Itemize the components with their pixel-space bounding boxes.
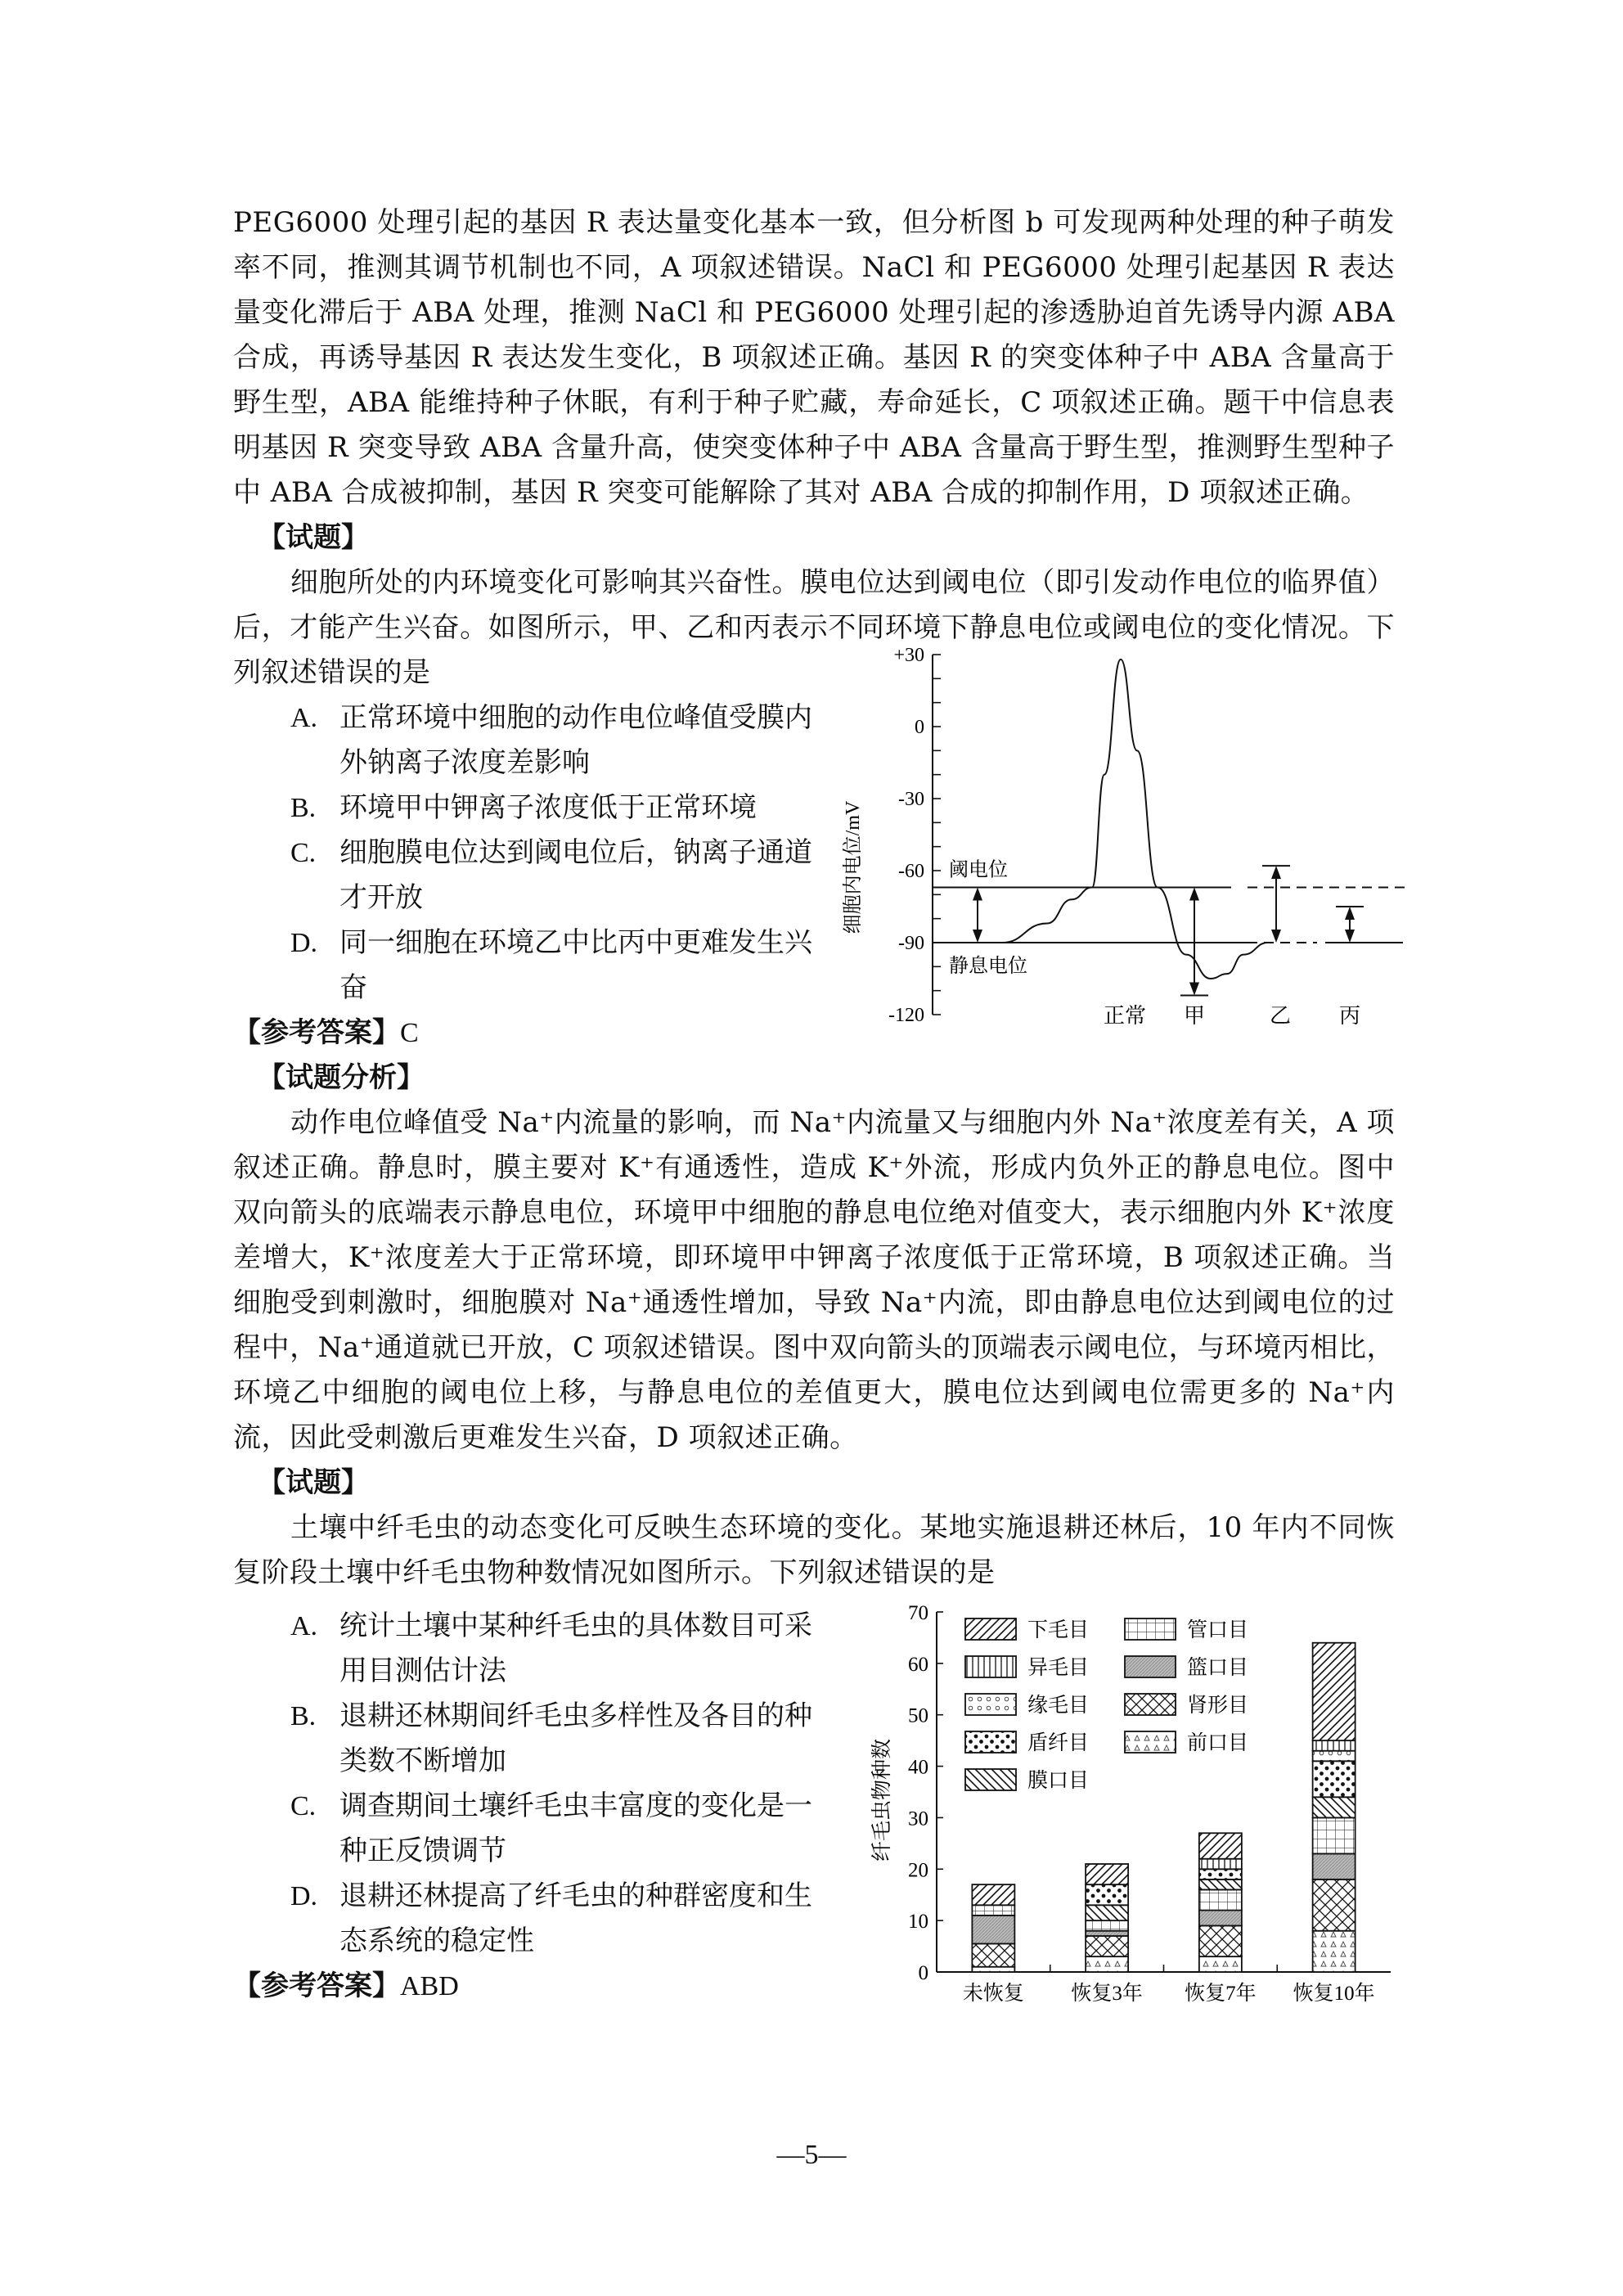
y-axis-label: 纤毛虫物种数: [871, 1738, 893, 1862]
y-tick-label: 10: [908, 1911, 928, 1934]
legend-swatch: [965, 1694, 1016, 1715]
bar-segment: [1313, 1643, 1355, 1740]
question-1-options: [233, 696, 822, 1056]
bar-segment: [1313, 1751, 1355, 1762]
question-2-heading: 【试题】: [258, 1466, 369, 1499]
q1-answer: 【参考答案】C: [233, 1016, 419, 1049]
q2-option-b: B. 退耕还林期间纤毛虫多样性及各目的种类数不断增加: [290, 1699, 812, 1777]
legend-swatch: [1125, 1731, 1176, 1753]
arrow-head-down: [973, 930, 982, 943]
bar-segment: [1086, 1936, 1128, 1956]
arrow-head-up: [1189, 888, 1199, 901]
question-1-heading: 【试题】: [258, 521, 369, 554]
y-tick-label: 60: [908, 1653, 928, 1676]
previous-analysis-paragraph: PEG6000 处理引起的基因 R 表达量变化基本一致，但分析图 b 可发现两种处理的种子萌发率不同，推测其调节机制也不同，A 项叙述错误。NaCl 和 PEG6000 处理引起基因 R 表达量变化滞后于 ABA 处理，推测 NaCl 和 PEG6000 处理引起的渗透胁迫首先诱导内源 ABA 合成，再诱导基因 R 表达发生变化，B 项叙述正确。基因 R 的突变体种子中 ABA 含量高于野生型，ABA 能维持种子休眠，有利于种子贮藏，寿命延长，C 项叙述正确。题干中信息表明基因 R 突变导致 ABA 含量升高，使突变体种子中 ABA 含量高于野生型，推测野生型种子中 ABA 合成被抑制，基因 R 突变可能解除了其对 ABA 合成的抑制作用，D 项叙述正确。: [233, 206, 1395, 509]
arrow-head-down: [1271, 930, 1281, 943]
document-page: [233, 200, 1395, 2009]
q2-answer: 【参考答案】ABD: [233, 1970, 459, 2002]
legend-swatch: [1125, 1656, 1176, 1677]
x-category-label: 丙: [1338, 1004, 1361, 1028]
action-potential-curve: [941, 660, 1268, 979]
bar-segment: [1199, 1859, 1242, 1870]
q1-analysis-heading: 【试题分析】: [258, 1061, 425, 1094]
q2-option-a: A. 统计土壤中某种纤毛虫的具体数目可采用目测估计法: [290, 1609, 812, 1687]
bar-segment: [1086, 1956, 1128, 1972]
bar-segment: [1199, 1880, 1242, 1890]
bar-segment: [972, 1884, 1014, 1905]
ciliate-species-svg: [867, 1596, 1399, 2054]
ciliate-species-chart: [867, 1596, 1399, 2054]
q1-option-b: B. 环境甲中钾离子浓度低于正常环境: [290, 791, 757, 824]
x-category-label: 甲: [1183, 1004, 1206, 1028]
x-category-label: 恢复3年: [1071, 1983, 1143, 2005]
q2-option-d: D. 退耕还林提高了纤毛虫的种群密度和生态系统的稳定性: [290, 1880, 812, 1957]
y-tick-label: 50: [908, 1704, 928, 1727]
y-tick-label: 30: [908, 1808, 928, 1830]
arrow-head-up: [973, 888, 982, 901]
q1-option-c: C. 细胞膜电位达到阈电位后，钠离子通道才开放: [290, 836, 812, 914]
legend-label: 下毛目: [1027, 1619, 1090, 1641]
question-1-options-and-figure: [233, 645, 1395, 1056]
legend-label: 盾纤目: [1027, 1732, 1090, 1754]
legend-label: 前口目: [1187, 1732, 1249, 1754]
bar-segment: [1199, 1956, 1242, 1972]
legend-label: 管口目: [1187, 1619, 1249, 1641]
legend-label: 篮口目: [1187, 1657, 1249, 1679]
bar-segment: [1313, 1931, 1355, 1972]
y-tick-label: +30: [893, 645, 924, 666]
legend-swatch: [1125, 1694, 1176, 1715]
membrane-potential-svg: [834, 638, 1411, 1047]
arrow-head-up: [1345, 907, 1355, 920]
x-category-label: 恢复7年: [1185, 1983, 1257, 2005]
y-tick-label: 0: [915, 717, 924, 738]
x-category-label: 乙: [1269, 1004, 1292, 1028]
y-tick-label: -90: [898, 933, 924, 954]
question-2-stem: 土壤中纤毛虫的动态变化可反映生态环境的变化。某地实施退耕还林后，10 年内不同恢复阶段土壤中纤毛虫物种数情况如图所示。下列叙述错误的是: [233, 1511, 1395, 1589]
question-2-options-and-figure: [233, 1604, 1395, 2009]
bar-segment: [1313, 1797, 1355, 1817]
legend-swatch: [1125, 1618, 1176, 1640]
legend-swatch: [965, 1656, 1016, 1677]
y-tick-label: -120: [888, 1005, 924, 1026]
x-category-label: 恢复10年: [1293, 1983, 1375, 2005]
arrow-head-down: [1189, 983, 1199, 996]
legend-label: 肾形目: [1187, 1695, 1249, 1717]
bar-segment: [1313, 1853, 1355, 1879]
legend-swatch: [965, 1731, 1016, 1753]
q1-option-a: A. 正常环境中细胞的动作电位峰值受膜内外钠离子浓度差影响: [290, 701, 812, 779]
x-category-label: 正常: [1103, 1004, 1147, 1028]
bar-segment: [1313, 1880, 1355, 1931]
q1-option-d: D. 同一细胞在环境乙中比丙中更难发生兴奋: [290, 926, 812, 1004]
y-tick-label: 70: [908, 1602, 928, 1624]
arrow-head-up: [1271, 866, 1281, 879]
y-tick-label: 0: [918, 1962, 928, 1984]
bar-segment: [972, 1967, 1014, 1972]
bar-segment: [1199, 1889, 1242, 1910]
bar-segment: [1199, 1833, 1242, 1858]
x-category-label: 未恢复: [962, 1983, 1024, 2005]
q2-option-c: C. 调查期间土壤纤毛虫丰富度的变化是一种正反馈调节: [290, 1790, 812, 1867]
bar-segment: [1199, 1911, 1242, 1926]
y-tick-label: 20: [908, 1859, 928, 1882]
q1-analysis: 动作电位峰值受 Na⁺内流量的影响，而 Na⁺内流量又与细胞内外 Na⁺浓度差有关，A 项叙述正确。静息时，膜主要对 K⁺有通透性，造成 K⁺外流，形成内负外正的静息电位。图中双向箭头的底端表示静息电位，环境甲中细胞的静息电位绝对值变大，表示细胞内外 K⁺浓度差增大，K⁺浓度差大于正常环境，即环境甲中钾离子浓度低于正常环境，B 项叙述正确。当细胞受到刺激时，细胞膜对 Na⁺通透性增加，导致 Na⁺内流，即由静息电位达到阈电位的过程中，Na⁺通道就已开放，C 项叙述错误。图中双向箭头的顶端表示阈电位，与环境丙相比，环境乙中细胞的阈电位上移，与静息电位的差值更大，膜电位达到阈电位需更多的 Na⁺内流，因此受刺激后更难发生兴奋，D 项叙述正确。: [233, 1106, 1395, 1454]
legend-swatch: [965, 1769, 1016, 1790]
bar-segment: [972, 1916, 1014, 1944]
legend-label: 膜口目: [1027, 1770, 1090, 1792]
page-number: —5—: [776, 2140, 847, 2170]
threshold-label: 阈电位: [949, 859, 1008, 881]
legend-swatch: [965, 1618, 1016, 1640]
y-tick-label: -30: [898, 789, 924, 810]
bar-segment: [972, 1905, 1014, 1916]
legend-label: 异毛目: [1027, 1657, 1090, 1679]
resting-label: 静息电位: [949, 956, 1027, 977]
legend-label: 缘毛目: [1027, 1695, 1090, 1717]
bar-segment: [1086, 1920, 1128, 1931]
bar-segment: [1199, 1925, 1242, 1956]
membrane-potential-chart: [834, 638, 1411, 1047]
y-tick-label: -60: [898, 861, 924, 882]
bar-segment: [1086, 1905, 1128, 1920]
y-tick-label: 40: [908, 1756, 928, 1779]
bar-segment: [1086, 1931, 1128, 1936]
bar-segment: [1199, 1869, 1242, 1880]
bar-segment: [1313, 1817, 1355, 1853]
question-2-options: [233, 1604, 822, 2009]
bar-segment: [972, 1943, 1014, 1966]
arrow-head-down: [1345, 930, 1355, 943]
bar-segment: [1313, 1761, 1355, 1797]
bar-segment: [1086, 1884, 1128, 1905]
question-1-stem: 细胞所处的内环境变化可影响其兴奋性。膜电位达到阈电位（即引发动作电位的临界值）后，才能产生兴奋。如图所示，甲、乙和丙表示不同环境下静息电位或阈电位的变化情况。下列叙述错误的是: [233, 566, 1395, 689]
bar-segment: [1313, 1740, 1355, 1751]
y-axis-label: 细胞内电位/mV: [843, 800, 864, 934]
bar-segment: [1086, 1864, 1128, 1884]
